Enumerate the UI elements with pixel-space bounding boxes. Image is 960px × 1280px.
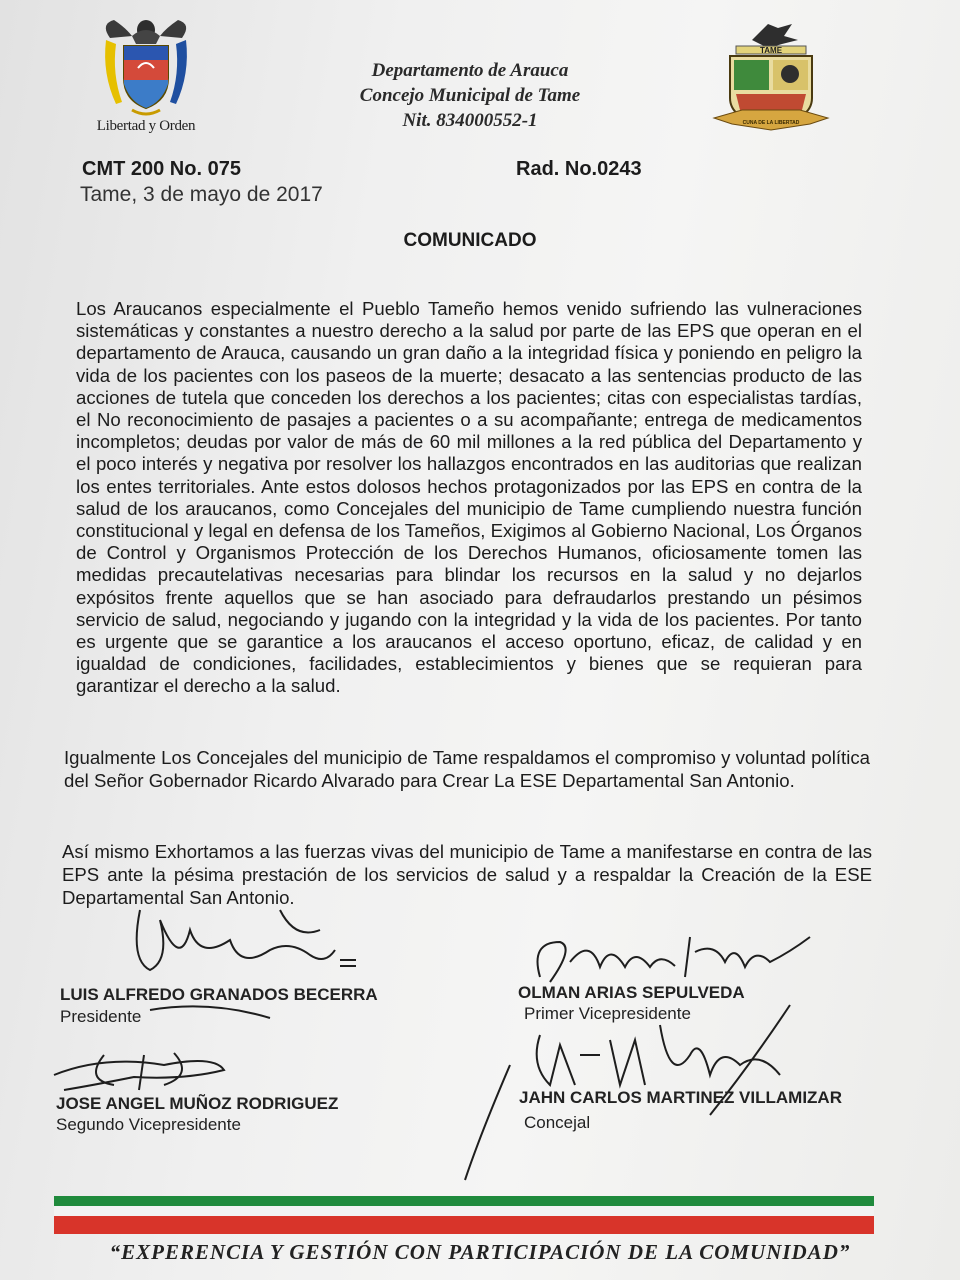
radicado-number: Rad. No.0243: [516, 158, 642, 180]
signatory-name-3: JOSE ANGEL MUÑOZ RODRIGUEZ: [56, 1094, 339, 1113]
document-reference-code: CMT 200 No. 075: [82, 158, 241, 180]
signature-scribble-munoz: [44, 1045, 244, 1095]
document-date: Tame, 3 de mayo de 2017: [80, 183, 323, 206]
colombia-coat-of-arms: [96, 14, 196, 136]
footer-stripe-red: [54, 1216, 874, 1234]
letterhead-department: Departamento de Arauca: [371, 60, 569, 81]
colombia-coat-of-arms-icon: [96, 14, 196, 118]
footer-stripe-green: [54, 1196, 874, 1206]
coat-of-arms-motto: Libertad y Orden: [96, 118, 196, 134]
letterhead: [330, 58, 610, 133]
signatory-name-4: JAHN CARLOS MARTINEZ VILLAMIZAR: [519, 1088, 842, 1107]
signatory-name-1: LUIS ALFREDO GRANADOS BECERRA: [60, 985, 378, 1004]
signatory-role-1: Presidente: [60, 1007, 142, 1026]
footer-flag-stripes: [54, 1194, 874, 1242]
signature-scribble-arias: [520, 922, 820, 992]
tame-municipal-shield-icon: [712, 18, 830, 138]
tame-municipal-shield: [712, 18, 830, 138]
signatory-role-2: Primer Vicepresidente: [524, 1004, 691, 1023]
signature-scribble-granados: [120, 900, 380, 1030]
signatory-name-2: OLMAN ARIAS SEPULVEDA: [518, 983, 745, 1002]
letterhead-nit: Nit. 834000552-1: [402, 110, 538, 131]
body-paragraph-2: Igualmente Los Concejales del municipio de Tame respaldamos el compromiso y voluntad política del Señor Gobernador Ricardo Alvarado para Crear La ESE Departamental San Antonio.: [64, 747, 870, 791]
letterhead-council: Concejo Municipal de Tame: [359, 85, 581, 106]
svg-text:TAME: TAME: [759, 46, 783, 55]
svg-text:CUNA DE LA LIBERTAD: CUNA DE LA LIBERTAD: [742, 120, 800, 126]
body-paragraph-3: Así mismo Exhortamos a las fuerzas vivas del municipio de Tame a manifestarse en contra de las EPS ante la pésima prestación de los servicios de salud y a respaldar la Creación de la ESE Departamental San Antonio.: [62, 841, 872, 908]
footer-slogan: “EXPERENCIA Y GESTIÓN CON PARTICIPACIÓN DE LA COMUNIDAD”: [109, 1240, 851, 1264]
signatory-role-3: Segundo Vicepresidente: [56, 1115, 241, 1134]
document-title: COMUNICADO: [403, 230, 537, 251]
footer-stripe-white: [54, 1206, 874, 1216]
body-paragraph-1: Los Araucanos especialmente el Pueblo Tameño hemos venido sufriendo las vulneraciones sistemáticas y constantes a nuestro derecho a la salud por parte de las EPS que operan en el departamento de Arauca, causando un gran daño a la integridad física y poniendo en peligro la vida de los pacientes con los paseos de la muerte; desacato a las sentencias producto de las acciones de tutela que conceden los derechos a los pacientes; citas con especialistas tardías, el No reconocimiento de pasajes a pacientes o a su acompañante; entrega de medicamentos incompletos; deudas por valor de más de 60 mil millones a la red pública del Departamento y el poco interés y negativa por resolver los hallazgos encontrados en las auditorias que realizan los entes territoriales. Ante estos dolosos hechos protagonizados por las EPS en contra de la salud de los araucanos, como Concejales del municipio de Tame cumpliendo nuestra función constitucional y legal en defensa de los Tameños, Exigimos al Gobierno Nacional, Los Órganos de Control y Organismos Protección de los Derechos Humanos, oficiosamente tomen las medidas precautelativas necesarias para blindar los recursos en la salud y no dejarlos expósitos frente aquellos que se han asociado para defraudarlos prestando un pésimos servicio de salud, negociando y jugando con la integridad y la vida de los pacientes. Por tanto es urgente que se garantice a los araucanos el acceso oportuno, eficaz, de calidad y en igualdad de condiciones, facilidades, establecimientos y bienes que se requieran para garantizar el derecho a la salud.: [76, 298, 862, 697]
signatory-role-4: Concejal: [524, 1113, 591, 1132]
